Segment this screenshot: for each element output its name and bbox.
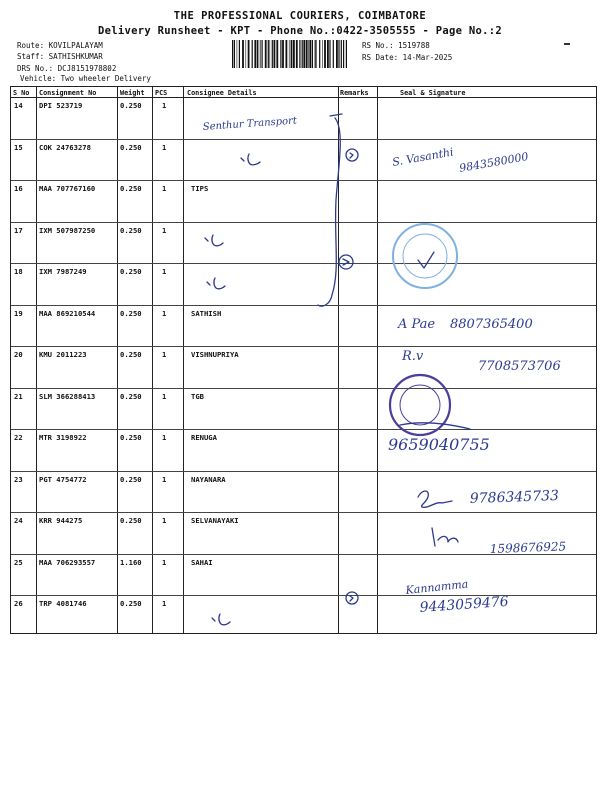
runsheet-subtitle: Delivery Runsheet - KPT - Phone No.:0422-3505555 - Page No.:2 — [98, 25, 502, 37]
cell-consignee: NAYANARA — [191, 474, 226, 484]
staff-label: Staff: SATHISHKUMAR — [17, 52, 103, 61]
cell-weight: 0.250 — [120, 433, 142, 442]
cell-sno: 20 — [14, 350, 23, 359]
cell-consignment-no: MAA 869210544 — [39, 308, 96, 318]
cell-pcs: 1 — [162, 350, 167, 359]
company-title: THE PROFESSIONAL COURIERS, COIMBATORE — [173, 10, 427, 22]
phone-22: 9659040755 — [388, 435, 490, 454]
col-header-pcs: PCS — [155, 89, 168, 97]
vehicle-label: Vehicle: Two wheeler Delivery — [20, 74, 151, 83]
cell-sno: 24 — [14, 516, 23, 525]
cell-pcs: 1 — [162, 308, 167, 318]
cell-pcs: 1 — [162, 391, 167, 401]
handwritten-consignee-14: Senthur Transport — [202, 115, 298, 133]
cell-consignment-no: TRP 4081746 — [39, 599, 87, 608]
cell-consignment-no: KMU 2011223 — [39, 350, 87, 359]
signature-19: A Pae — [398, 317, 436, 332]
col-header-weight: Weight — [120, 89, 145, 97]
signature-24 — [432, 528, 458, 546]
cell-pcs: 1 — [162, 142, 167, 152]
cell-pcs: 1 — [162, 267, 167, 276]
purple-seal-stamp — [390, 375, 470, 435]
cell-consignee: SAHAI — [191, 557, 213, 567]
cell-pcs: 1 — [162, 557, 167, 567]
cell-sno: 18 — [14, 267, 23, 276]
cell-pcs: 1 — [162, 225, 167, 235]
phone-19: 8807365400 — [450, 317, 533, 332]
phone-24: 1598676925 — [489, 539, 567, 556]
cell-weight: 1.160 — [120, 557, 142, 567]
cell-consignment-no: KRR 944275 — [39, 516, 83, 525]
cell-weight: 0.250 — [120, 101, 142, 110]
col-header-sno: S No — [13, 89, 30, 97]
cell-consignment-no: COK 24763278 — [39, 142, 91, 152]
cell-consignee: SELVANAYAKI — [191, 516, 239, 525]
phone-23: 9786345733 — [469, 487, 560, 507]
cell-pcs: 1 — [162, 101, 167, 110]
cell-consignee: TIPS — [191, 184, 209, 193]
rs-date: RS Date: 14-Mar-2025 — [362, 53, 453, 62]
cell-sno: 25 — [14, 557, 23, 567]
drs-label: DRS No.: DCJ8151978802 — [17, 64, 117, 73]
cell-weight: 0.250 — [120, 308, 142, 318]
cell-sno: 22 — [14, 433, 23, 442]
cell-pcs: 1 — [162, 184, 167, 193]
signature-23 — [418, 491, 452, 507]
cell-sno: 21 — [14, 391, 23, 401]
cell-consignment-no: MAA 707767160 — [39, 184, 96, 193]
initial-mark-26 — [212, 614, 230, 625]
cell-weight: 0.250 — [120, 474, 142, 484]
cell-consignment-no: MAA 706293557 — [39, 557, 96, 567]
cell-pcs: 1 — [162, 433, 167, 442]
cell-weight: 0.250 — [120, 599, 142, 608]
signature-20: R.v — [402, 349, 424, 364]
cell-pcs: 1 — [162, 516, 167, 525]
cell-pcs: 1 — [162, 599, 167, 608]
phone-26: 9443059476 — [419, 593, 510, 616]
cell-sno: 14 — [14, 101, 23, 110]
cell-sno: 17 — [14, 225, 23, 235]
cell-weight: 0.250 — [120, 267, 142, 276]
initial-mark-15 — [241, 154, 260, 165]
col-header-remarks: Remarks — [340, 89, 369, 97]
remarks-bracket-line — [318, 118, 340, 306]
cell-consignment-no: IXM 507987250 — [39, 225, 96, 235]
cell-sno: 23 — [14, 474, 23, 484]
cell-consignment-no: SLM 366288413 — [39, 391, 96, 401]
cell-weight: 0.250 — [120, 142, 142, 152]
cell-consignee: RENUGA — [191, 433, 217, 442]
remarks-hook — [330, 114, 342, 116]
cell-consignment-no: IXM 7987249 — [39, 267, 87, 276]
cell-weight: 0.250 — [120, 184, 142, 193]
initial-mark-17 — [205, 235, 223, 246]
cell-consignee: TGB — [191, 391, 204, 401]
cell-consignment-no: MTR 3198922 — [39, 433, 87, 442]
cell-sno: 26 — [14, 599, 23, 608]
initial-mark-18 — [207, 278, 225, 289]
col-header-consignment: Consignment No — [39, 89, 97, 97]
cell-consignment-no: PGT 4754772 — [39, 474, 87, 484]
blue-seal-stamp — [393, 224, 457, 288]
cell-consignment-no: DPI 523719 — [39, 101, 83, 110]
phone-15: 9843580000 — [458, 149, 530, 175]
signature-26: Kannamma — [404, 577, 469, 597]
col-header-consignee: Consignee Details — [187, 89, 257, 97]
cell-consignee: SATHISH — [191, 308, 222, 318]
remark-circle-18 — [339, 255, 353, 269]
cell-sno: 19 — [14, 308, 23, 318]
route-label: Route: KOVILPALAYAM — [17, 41, 103, 50]
phone-20: 7708573706 — [478, 359, 561, 374]
col-header-seal-signature: Seal & Signature — [400, 89, 466, 97]
cell-sno: 16 — [14, 184, 23, 193]
cell-weight: 0.250 — [120, 350, 142, 359]
cell-pcs: 1 — [162, 474, 167, 484]
cell-sno: 15 — [14, 142, 23, 152]
signature-15: S. Vasanthi — [391, 145, 455, 169]
cell-weight: 0.250 — [120, 225, 142, 235]
cell-weight: 0.250 — [120, 516, 142, 525]
rs-number: RS No.: 1519788 — [362, 41, 430, 50]
cell-consignee: VISHNUPRIYA — [191, 350, 239, 359]
cell-weight: 0.250 — [120, 391, 142, 401]
